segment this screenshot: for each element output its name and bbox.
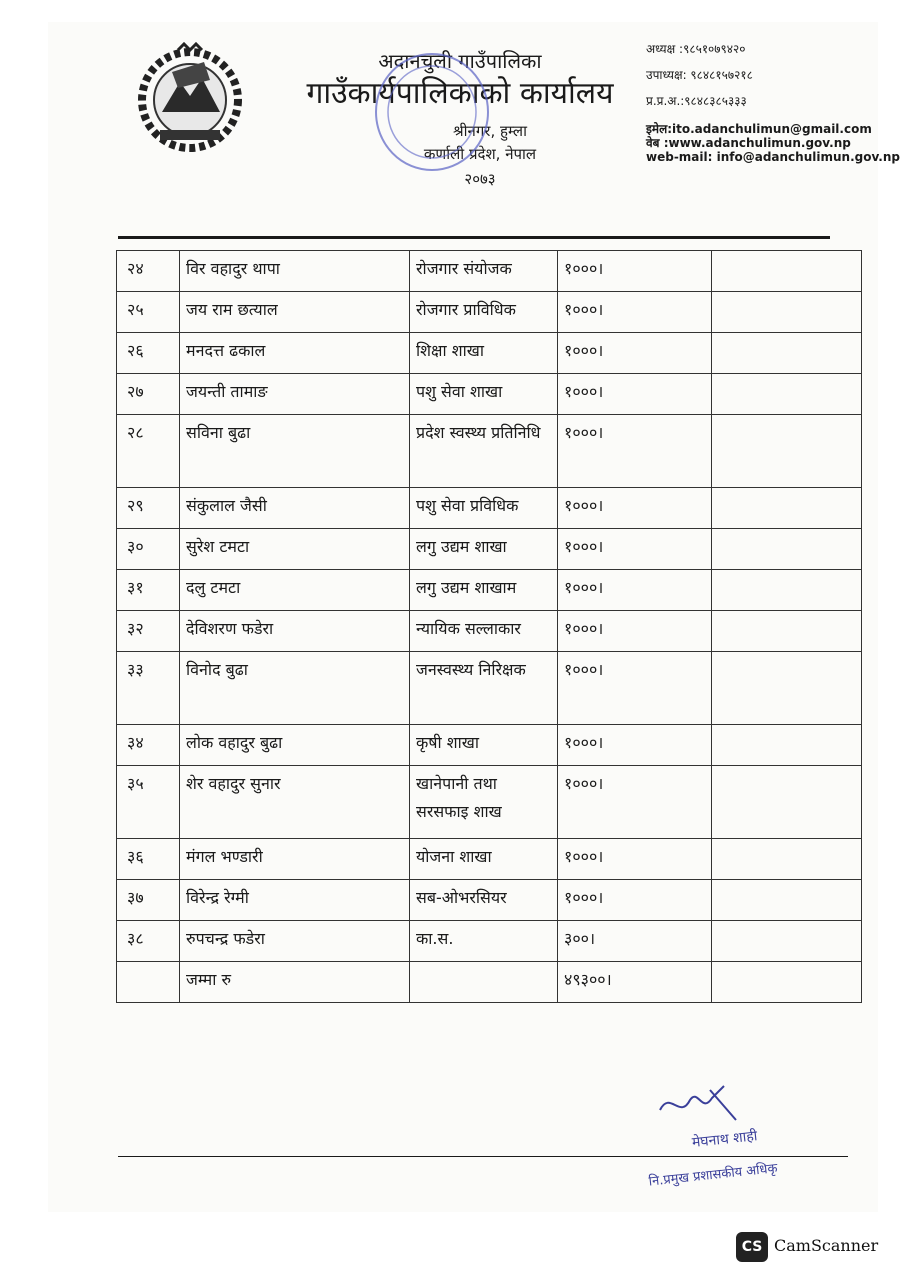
amount-cell: १०००। (558, 570, 712, 611)
name-cell: विर वहादुर थापा (180, 251, 410, 292)
name-cell: मंगल भण्डारी (180, 839, 410, 880)
webmail-address: web-mail: info@adanchulimun.gov.np (646, 150, 900, 164)
table-row (117, 921, 862, 962)
office-stamp (360, 40, 500, 180)
table-row (117, 415, 862, 488)
serial-number-cell: ३७ (117, 880, 180, 921)
table-row (117, 839, 862, 880)
remark-cell (712, 251, 862, 292)
name-cell: सविना बुढा (180, 415, 410, 488)
remark-cell (712, 529, 862, 570)
serial-number-cell (117, 962, 180, 1003)
serial-number-cell: ३४ (117, 725, 180, 766)
amount-cell: १०००। (558, 611, 712, 652)
signature-name: मेघनाथ शाही (691, 1128, 759, 1151)
table-row (117, 333, 862, 374)
serial-number-cell: २९ (117, 488, 180, 529)
post-cell (410, 962, 558, 1003)
name-cell: सुरेश टमटा (180, 529, 410, 570)
post-cell: पशु सेवा शाखा (410, 374, 558, 415)
serial-number-cell: ३२ (117, 611, 180, 652)
name-cell: लोक वहादुर बुढा (180, 725, 410, 766)
amount-cell: १०००। (558, 251, 712, 292)
amount-cell: १०००। (558, 333, 712, 374)
name-cell: शेर वहादुर सुनार (180, 766, 410, 839)
province-name: कर्णाली प्रदेश, नेपाल (423, 145, 537, 163)
serial-number-cell: ३१ (117, 570, 180, 611)
remark-cell (712, 880, 862, 921)
name-cell: दलु टमटा (180, 570, 410, 611)
remark-cell (712, 611, 862, 652)
remark-cell (712, 415, 862, 488)
table-row (117, 488, 862, 529)
header-divider (118, 236, 830, 239)
name-cell: मनदत्त ढकाल (180, 333, 410, 374)
amount-cell: १०००। (558, 292, 712, 333)
remark-cell (712, 488, 862, 529)
amount-cell: १०००। (558, 488, 712, 529)
municipality-name: अदानचुली गाउँपालिका (378, 49, 542, 73)
post-cell: जनस्वस्थ्य निरिक्षक (410, 652, 558, 725)
post-cell: सब-ओभरसियर (410, 880, 558, 921)
name-cell: संकुलाल जैसी (180, 488, 410, 529)
serial-number-cell: ३५ (117, 766, 180, 839)
camscanner-logo: CS (736, 1232, 768, 1262)
post-cell: खानेपानी तथा सरसफाइ शाख (410, 766, 558, 839)
remark-cell (712, 962, 862, 1003)
remark-cell (712, 570, 862, 611)
remark-cell (712, 652, 862, 725)
contact-details (646, 36, 900, 164)
amount-cell: १०००। (558, 374, 712, 415)
vice-chair-phone: उपाध्यक्ष: ९८४८१५७२१८ (646, 68, 753, 82)
table-row (117, 766, 862, 839)
serial-number-cell: ३० (117, 529, 180, 570)
table-row (117, 962, 862, 1003)
table-row (117, 251, 862, 292)
remark-cell (712, 839, 862, 880)
post-cell: प्रदेश स्वस्थ्य प्रतिनिधि (410, 415, 558, 488)
post-cell: का.स. (410, 921, 558, 962)
remark-cell (712, 921, 862, 962)
post-cell: योजना शाखा (410, 839, 558, 880)
amount-cell: १०००। (558, 766, 712, 839)
serial-number-cell: ३६ (117, 839, 180, 880)
nepal-emblem-logo (132, 42, 248, 152)
allowance-table (116, 250, 862, 1003)
table-row (117, 374, 862, 415)
serial-number-cell: २७ (117, 374, 180, 415)
serial-number-cell: २६ (117, 333, 180, 374)
amount-cell: ३००। (558, 921, 712, 962)
serial-number-cell: २४ (117, 251, 180, 292)
serial-number-cell: ३८ (117, 921, 180, 962)
remark-cell (712, 374, 862, 415)
remark-cell (712, 766, 862, 839)
table-row (117, 652, 862, 725)
post-cell: न्यायिक सल्लाकार (410, 611, 558, 652)
table-row (117, 570, 862, 611)
post-cell: रोजगार संयोजक (410, 251, 558, 292)
name-cell: जयन्ती तामाङ (180, 374, 410, 415)
amount-cell: ४९३००। (558, 962, 712, 1003)
amount-cell: १०००। (558, 415, 712, 488)
post-cell: लगु उद्यम शाखा (410, 529, 558, 570)
remark-cell (712, 725, 862, 766)
name-cell: जम्मा रु (180, 962, 410, 1003)
serial-number-cell: ३३ (117, 652, 180, 725)
name-cell: विनोद बुढा (180, 652, 410, 725)
post-cell: शिक्षा शाखा (410, 333, 558, 374)
table-row (117, 292, 862, 333)
post-cell: रोजगार प्राविधिक (410, 292, 558, 333)
post-cell: कृषी शाखा (410, 725, 558, 766)
office-name: गाउँकार्यपालिकाको कार्यालय (306, 76, 614, 111)
remark-cell (712, 333, 862, 374)
name-cell: रुपचन्द्र फडेरा (180, 921, 410, 962)
post-cell: पशु सेवा प्रविधिक (410, 488, 558, 529)
amount-cell: १०००। (558, 529, 712, 570)
camscanner-text: CamScanner (774, 1236, 879, 1255)
name-cell: देविशरण फडेरा (180, 611, 410, 652)
cao-phone: प्र.प्र.अ.:९८४८३८५३३३ (646, 94, 747, 108)
established-year: २०७३ (464, 170, 496, 188)
remark-cell (712, 292, 862, 333)
website-address: वेब :www.adanchulimun.gov.np (646, 136, 851, 150)
amount-cell: १०००। (558, 652, 712, 725)
post-cell: लगु उद्यम शाखाम (410, 570, 558, 611)
amount-cell: १०००। (558, 880, 712, 921)
name-cell: विरेन्द्र रेग्मी (180, 880, 410, 921)
table-row (117, 880, 862, 921)
table-row (117, 529, 862, 570)
officer-signature (640, 1080, 840, 1190)
amount-cell: १०००। (558, 725, 712, 766)
email-address: इमेल:ito.adanchulimun@gmail.com (646, 122, 872, 136)
camscanner-watermark (736, 1230, 896, 1266)
serial-number-cell: २५ (117, 292, 180, 333)
office-address: श्रीनगर, हुम्ला (453, 122, 527, 140)
name-cell: जय राम छत्याल (180, 292, 410, 333)
signature-title: नि.प्रमुख प्रशासकीय अधिकृ (647, 1161, 779, 1190)
table-row (117, 725, 862, 766)
amount-cell: १०००। (558, 839, 712, 880)
serial-number-cell: २८ (117, 415, 180, 488)
table-row (117, 611, 862, 652)
chair-phone: अध्यक्ष :९८५१०७९४२० (646, 42, 746, 56)
